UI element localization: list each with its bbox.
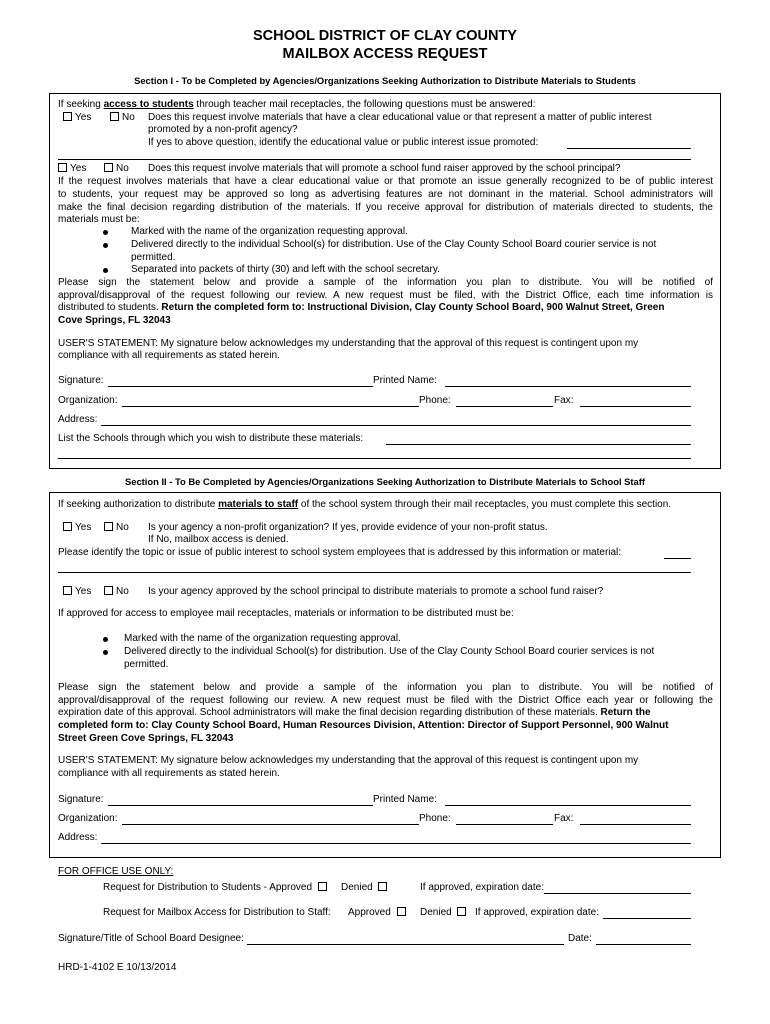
s2-signature-field[interactable]	[108, 805, 373, 806]
date-field[interactable]	[596, 944, 691, 945]
section2-heading: Section II - To Be Completed by Agencies/Organizations Seeking Authorization to Distribute Materials to School Staff	[124, 476, 646, 487]
s2-q1-yes[interactable]: Yes	[63, 522, 91, 533]
bullet-icon	[103, 268, 108, 273]
date-label: Date:	[568, 933, 592, 944]
s1-address-label: Address:	[58, 414, 98, 425]
section1-intro: If seeking access to students through teacher mail receptacles, the following questions must be answered:	[58, 99, 536, 110]
office-row1-exp-field[interactable]	[544, 893, 691, 894]
s2-bullet2b: permitted.	[124, 659, 169, 670]
s2-phone-field[interactable]	[456, 824, 553, 825]
s2-sign-line2: approval/disapproval of the request following our review. A new request must be filed with the District Office each year or following the	[58, 695, 713, 706]
s1-bullet3: Separated into packets of thirty (30) and left with the school secretary.	[131, 264, 440, 275]
s2-user-statement-2: compliance with all requirements as stated herein.	[58, 768, 280, 779]
s2-sign-line5: Street Green Cove Springs, FL 32043	[58, 733, 234, 744]
s2-q1-denied: If No, mailbox access is denied.	[148, 534, 289, 545]
bullet-icon	[103, 230, 108, 235]
s2-organization-label: Organization:	[58, 813, 118, 824]
s1-printed-name-field[interactable]	[445, 386, 691, 387]
s2-q1-text: Is your agency a non-profit organization? If yes, provide evidence of your non-profit status.	[148, 522, 548, 533]
s1-sign-line4: Cove Springs, FL 32043	[58, 315, 171, 326]
s1-q2-text: Does this request involve materials that will promote a school fund raiser approved by the school principal?	[148, 163, 621, 174]
s1-address-field[interactable]	[101, 425, 691, 426]
designee-field[interactable]	[247, 944, 564, 945]
s2-approved-text: If approved for access to employee mail receptacles, materials or information to be distributed must be:	[58, 608, 514, 619]
s2-bullet1: Marked with the name of the organization requesting approval.	[124, 633, 401, 644]
checkbox-icon[interactable]	[104, 163, 113, 172]
s1-bullet2b: permitted.	[131, 252, 176, 263]
s1-para-line4: materials must be:	[58, 214, 140, 225]
office-row1-label: Request for Distribution to Students - Approved	[103, 882, 313, 893]
checkbox-icon[interactable]	[58, 163, 67, 172]
s1-signature-field[interactable]	[108, 386, 373, 387]
s1-organization-field[interactable]	[122, 406, 419, 407]
s2-topic-label: Please identify the topic or issue of public interest to school system employees that is addressed by this information or material:	[58, 547, 622, 558]
s2-q2-no[interactable]: No	[104, 586, 129, 597]
s1-bullet2: Delivered directly to the individual School(s) for distribution. Use of the Clay County School Board courier service is not	[131, 239, 657, 250]
office-row2-exp-label: If approved, expiration date:	[475, 907, 599, 918]
s2-printed-name-field[interactable]	[445, 805, 691, 806]
s2-q1-no[interactable]: No	[104, 522, 129, 533]
checkbox-icon[interactable]	[104, 522, 113, 531]
checkbox-icon[interactable]	[318, 882, 327, 891]
s2-q2-text: Is your agency approved by the school principal to distribute materials to promote a school fund raiser?	[148, 586, 604, 597]
s1-sign-line2: approval/disapproval of the request following our review. A new request must be filed, with the District Office, each time information is	[58, 290, 713, 301]
checkbox-icon[interactable]	[104, 586, 113, 595]
checkbox-icon[interactable]	[63, 522, 72, 531]
s1-q1-yes[interactable]: Yes	[63, 112, 91, 123]
section1-heading: Section I - To be Completed by Agencies/Organizations Seeking Authorization to Distribute Materials to Students	[134, 75, 636, 86]
s1-phone-field[interactable]	[456, 406, 553, 407]
s1-organization-label: Organization:	[58, 395, 118, 406]
checkbox-icon[interactable]	[63, 586, 72, 595]
office-row2-approved[interactable]: Approved	[348, 907, 409, 918]
document-title: SCHOOL DISTRICT OF CLAY COUNTY	[253, 28, 517, 44]
s1-q1-text: Does this request involve materials that have a clear educational value or that represent a matter of public interest	[148, 112, 652, 123]
office-row1-denied[interactable]: Denied	[341, 882, 390, 893]
s2-fax-label: Fax:	[554, 813, 574, 824]
document-subtitle: MAILBOX ACCESS REQUEST	[282, 46, 488, 62]
office-use-heading: FOR OFFICE USE ONLY:	[58, 866, 174, 877]
s2-sign-line4: completed form to: Clay County School Board, Human Resources Division, Attention: Director of Support Personnel, 900 Walnut	[58, 720, 669, 731]
s2-signature-label: Signature:	[58, 794, 104, 805]
s2-topic-field-2[interactable]	[58, 572, 691, 573]
s1-para-line1: If the request involves materials that have a clear educational value or that promote an issue generally recognized to be of public interest	[58, 176, 713, 187]
s1-educational-value-field-2[interactable]	[58, 159, 691, 160]
s1-schools-field[interactable]	[386, 444, 691, 445]
bullet-icon	[103, 243, 108, 248]
s2-printed-name-label: Printed Name:	[373, 794, 437, 805]
s1-para-line3: make the final decision regarding distribution of the materials. If you receive approval for distribution of materials directed to students, the	[58, 202, 713, 213]
s1-q1-followup: If yes to above question, identify the educational value or public interest issue promoted:	[148, 137, 539, 148]
s1-para-line2: to students, your request may be approved so long as advertising features are not dominant in the material. School administrators will	[58, 189, 713, 200]
s1-fax-label: Fax:	[554, 395, 574, 406]
bullet-icon	[103, 637, 108, 642]
s2-sign-line1: Please sign the statement below and provide a sample of the information you plan to distribute. You will be notified of	[58, 682, 713, 693]
s1-printed-name-label: Printed Name:	[373, 375, 437, 386]
section2-intro: If seeking authorization to distribute materials to staff of the school system through their mail receptacles, you must complete this section.	[58, 499, 672, 510]
s1-schools-label: List the Schools through which you wish to distribute these materials:	[58, 433, 364, 444]
s2-fax-field[interactable]	[580, 824, 691, 825]
s1-user-statement: USER'S STATEMENT: My signature below acknowledges my understanding that the approval of this request is contingent upon my	[58, 338, 639, 349]
s2-phone-label: Phone:	[419, 813, 451, 824]
s2-q2-yes[interactable]: Yes	[63, 586, 91, 597]
s2-address-field[interactable]	[101, 843, 691, 844]
checkbox-icon[interactable]	[63, 112, 72, 121]
checkbox-icon[interactable]	[110, 112, 119, 121]
checkbox-icon[interactable]	[397, 907, 406, 916]
checkbox-icon[interactable]	[457, 907, 466, 916]
designee-label: Signature/Title of School Board Designee:	[58, 933, 244, 944]
s1-user-statement-2: compliance with all requirements as stated herein.	[58, 350, 280, 361]
office-row2-label: Request for Mailbox Access for Distribution to Staff:	[103, 907, 331, 918]
s1-phone-label: Phone:	[419, 395, 451, 406]
form-id: HRD-1-4102 E 10/13/2014	[58, 962, 177, 973]
s1-q2-no[interactable]: No	[104, 163, 129, 174]
s1-fax-field[interactable]	[580, 406, 691, 407]
s2-sign-line3: expiration date of this approval. School administrators will make the final decision regarding distribution of these materials. Return the	[58, 707, 651, 718]
s1-sign-line1: Please sign the statement below and provide a sample of the information you plan to distribute. You will be notified of	[58, 277, 713, 288]
office-row2-exp-field[interactable]	[603, 918, 691, 919]
s1-q1-no[interactable]: No	[110, 112, 135, 123]
s2-user-statement: USER'S STATEMENT: My signature below acknowledges my understanding that the approval of this request is contingent upon my	[58, 755, 639, 766]
s2-bullet2: Delivered directly to the individual School(s) for distribution. Use of the Clay County School Board courier services is not	[124, 646, 655, 657]
s1-q2-yes[interactable]: Yes	[58, 163, 86, 174]
s2-organization-field[interactable]	[122, 824, 419, 825]
bullet-icon	[103, 650, 108, 655]
office-row1-exp-label: If approved, expiration date:	[420, 882, 544, 893]
s2-address-label: Address:	[58, 832, 98, 843]
checkbox-icon[interactable]	[378, 882, 387, 891]
s1-q1-text-b: promoted by a non-profit agency?	[148, 124, 298, 135]
s1-bullet1: Marked with the name of the organization requesting approval.	[131, 226, 408, 237]
office-row2-denied[interactable]: Denied	[420, 907, 469, 918]
s1-schools-field-2[interactable]	[58, 458, 691, 459]
s1-signature-label: Signature:	[58, 375, 104, 386]
s2-topic-field[interactable]	[664, 558, 691, 559]
s1-educational-value-field[interactable]	[567, 148, 691, 149]
office-row1-approved-checkbox[interactable]	[318, 882, 330, 893]
s1-sign-line3: distributed to students. Return the completed form to: Instructional Division, Clay County School Board, 900 Walnut Street, Green	[58, 302, 665, 313]
